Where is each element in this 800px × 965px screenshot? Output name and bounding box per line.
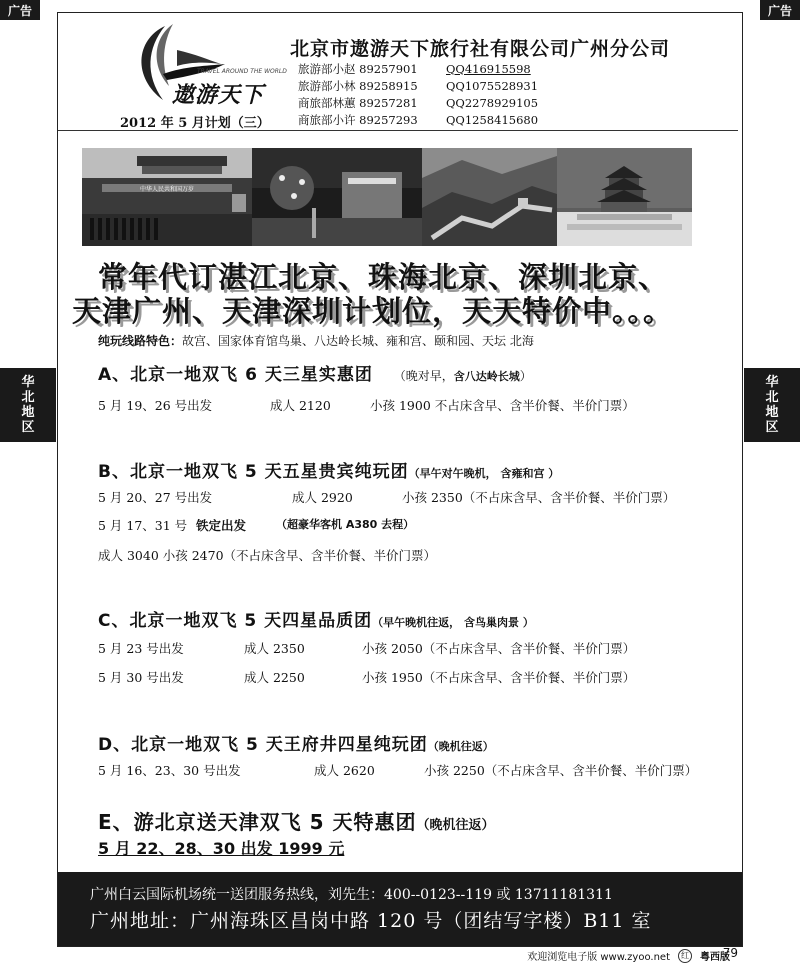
- temple-of-heaven-photo: [557, 148, 692, 246]
- logo-chinese: 遨游天下: [172, 83, 265, 108]
- tour-e-title: E、游北京送天津双飞 5 天特惠团（晚机往返）: [98, 810, 495, 834]
- page-number: 79: [722, 946, 738, 960]
- ad-label-left: 广告: [0, 0, 40, 20]
- service-hotline: 广州白云国际机场统一送团服务热线，刘先生：400--0123--119 或 13711181311: [90, 887, 613, 903]
- contact-row: 商旅部小许 89257293 QQ1258415680: [298, 112, 539, 127]
- plan-title: 2012 年 5 月计划（三）: [120, 116, 270, 131]
- contact-bar: [58, 872, 742, 946]
- tour-a-title: A、北京一地双飞 6 天三星实惠团 （晚对早，含八达岭长城）: [98, 365, 532, 385]
- logo-english: TRAVEL AROUND THE WORLD: [197, 68, 287, 75]
- contact-row: 旅游部小林 89258915 QQ1075528931: [298, 78, 539, 93]
- region-tab-left: 华 北 地 区: [0, 368, 56, 442]
- seal-icon: 红: [678, 949, 692, 963]
- tiananmen-photo: [82, 148, 252, 246]
- company-name: 北京市遨游天下旅行社有限公司广州分公司: [290, 38, 671, 60]
- tour-b-title: B、北京一地双飞 5 天五星贵宾纯玩团（早午对午晚机， 含雍和宫 ）: [98, 462, 560, 482]
- svg-text:中华人民共和国万岁: 中华人民共和国万岁: [139, 186, 195, 193]
- headline-line-1: 常年代订湛江北京、珠海北京、深圳北京、: [98, 260, 669, 294]
- contact-row: 商旅部林蕙 89257281 QQ2278929105: [298, 95, 539, 110]
- office-address: 广州地址：广州海珠区昌岗中路 120 号（团结写字楼）B11 室: [90, 910, 652, 932]
- edition-label: 粤西版: [700, 952, 730, 963]
- great-wall-photo: [422, 148, 557, 246]
- photo-strip: [82, 148, 692, 246]
- contact-row: 旅游部小赵 89257901 QQ416915598: [298, 61, 531, 76]
- headline-line-2: 天津广州、天津深圳计划位，天天特价中。。。: [72, 294, 674, 328]
- contact-list: [298, 60, 538, 128]
- header-divider: [58, 130, 738, 131]
- route-features: 纯玩线路特色：故宫、国家体育馆鸟巢、八达岭长城、雍和宫、颐和园、天坛 北海: [98, 334, 534, 348]
- tour-d-title: D、北京一地双飞 5 天王府井四星纯玩团（晚机往返）: [98, 735, 494, 755]
- footer-text: 欢迎浏览电子版 www.zyoo.net: [527, 952, 670, 963]
- tour-e-date-price: 5 月 22、28、30 出发 1999 元: [98, 839, 345, 858]
- night-street-photo: [252, 148, 422, 246]
- ad-label-right: 广告: [760, 0, 800, 20]
- region-tab-right: 华 北 地 区: [744, 368, 800, 442]
- page-footer: [527, 948, 730, 963]
- tour-c-title: C、北京一地双飞 5 天四星品质团（早午晚机往返， 含鸟巢肉景 ）: [98, 611, 534, 631]
